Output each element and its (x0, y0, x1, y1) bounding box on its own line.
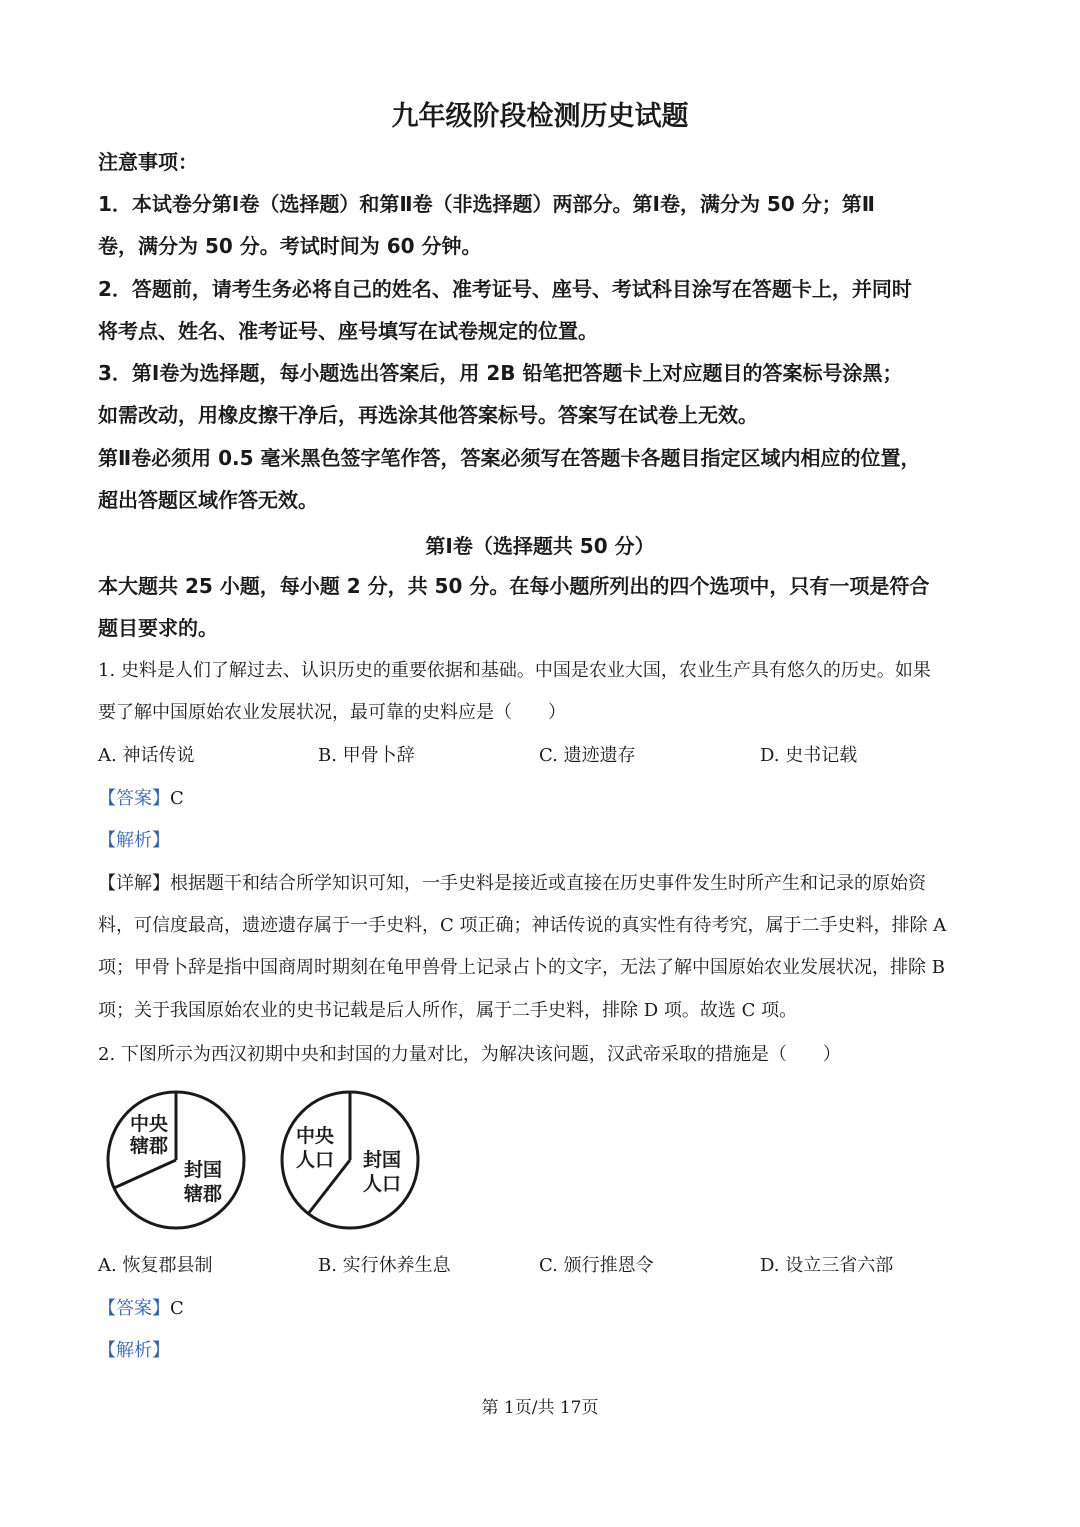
notice-line: 卷，满分为 50 分。考试时间为 60 分钟。 (98, 234, 482, 258)
answer-value: C (170, 1298, 184, 1319)
q1-analysis-label: 【解析】 (98, 830, 170, 851)
question-1-stem: 要了解中国原始农业发展状况，最可靠的史料应是（ ） (98, 702, 566, 723)
notice-line: 2．答题前，请考生务必将自己的姓名、准考证号、座号、考试科目涂写在答题卡上，并同时 (98, 277, 912, 301)
notice-heading: 注意事项： (98, 150, 198, 174)
pie1-label: 封国 (184, 1159, 223, 1181)
notice-line: 如需改动，用橡皮擦干净后，再选涂其他答案标号。答案写在试卷上无效。 (98, 403, 758, 427)
pie-charts-figure (100, 1088, 440, 1238)
pie-chart-commanderies (108, 1092, 244, 1228)
pie2-label: 人口 (363, 1173, 402, 1195)
pie1-label: 辖郡 (184, 1183, 223, 1205)
q2-option-c: C. 颁行推恩令 (539, 1255, 654, 1276)
notice-line: 将考点、姓名、准考证号、座号填写在试卷规定的位置。 (98, 319, 598, 343)
section-title: 第Ⅰ卷（选择题共 50 分） (425, 534, 655, 558)
answer-value: C (170, 788, 184, 809)
section-instructions: 本大题共 25 小题，每小题 2 分，共 50 分。在每小题所列出的四个选项中，只有一项是符合 (98, 574, 930, 598)
pie2-label: 人口 (296, 1149, 335, 1171)
pie1-label: 辖郡 (130, 1135, 169, 1157)
q1-detail-line (98, 869, 926, 895)
q2-option-d: D. 设立三省六部 (760, 1255, 894, 1276)
q1-option-b: B. 甲骨卜辞 (318, 745, 415, 766)
section-instructions: 题目要求的。 (98, 616, 218, 640)
pie2-label: 中央 (296, 1125, 335, 1147)
notice-line: 3．第Ⅰ卷为选择题，每小题选出答案后，用 2B 铅笔把答题卡上对应题目的答案标号涂黑； (98, 361, 903, 385)
q1-option-c: C. 遗迹遗存 (539, 745, 636, 766)
q1-answer (98, 784, 184, 810)
q2-option-a: A. 恢复郡县制 (98, 1255, 213, 1276)
detail-text: 根据题干和结合所学知识可知，一手史料是接近或直接在历史事件发生时所产生和记录的原始资 (170, 873, 926, 894)
q2-analysis-label: 【解析】 (98, 1340, 170, 1361)
pie2-label: 封国 (363, 1149, 402, 1171)
q1-detail-line: 料，可信度最高，遗迹遗存属于一手史料，C 项正确；神话传说的真实性有待考究，属于二手史料，排除 A (98, 915, 947, 936)
page-footer: 第 1页/共 17页 (481, 1398, 599, 1418)
pie-chart-population (282, 1092, 418, 1228)
q1-option-a: A. 神话传说 (98, 745, 195, 766)
question-1-stem: 1. 史料是人们了解过去、认识历史的重要依据和基础。中国是农业大国，农业生产具有悠久的历史。如果 (98, 660, 931, 681)
q2-option-b: B. 实行休养生息 (318, 1255, 451, 1276)
answer-label: 【答案】 (98, 788, 170, 809)
notice-line: 超出答题区域作答无效。 (98, 488, 318, 512)
q1-detail-line: 项；甲骨卜辞是指中国商周时期刻在龟甲兽骨上记录占卜的文字，无法了解中国原始农业发展状况，排除 B (98, 957, 945, 978)
page-title: 九年级阶段检测历史试题 (391, 101, 689, 132)
detail-label: 【详解】 (98, 873, 170, 894)
pie1-label: 中央 (130, 1113, 169, 1135)
q1-detail-line: 项；关于我国原始农业的史书记载是后人所作，属于二手史料，排除 D 项。故选 C 项。 (98, 1000, 798, 1021)
notice-line: 1．本试卷分第Ⅰ卷（选择题）和第Ⅱ卷（非选择题）两部分。第Ⅰ卷，满分为 50 分；第Ⅱ (98, 192, 875, 216)
question-2-stem: 2. 下图所示为西汉初期中央和封国的力量对比，为解决该问题，汉武帝采取的措施是（ ） (98, 1044, 841, 1065)
q1-option-d: D. 史书记载 (760, 745, 858, 766)
q2-answer (98, 1294, 184, 1320)
notice-line: 第Ⅱ卷必须用 0.5 毫米黑色签字笔作答，答案必须写在答题卡各题目指定区域内相应的位置， (98, 446, 921, 470)
answer-label: 【答案】 (98, 1298, 170, 1319)
